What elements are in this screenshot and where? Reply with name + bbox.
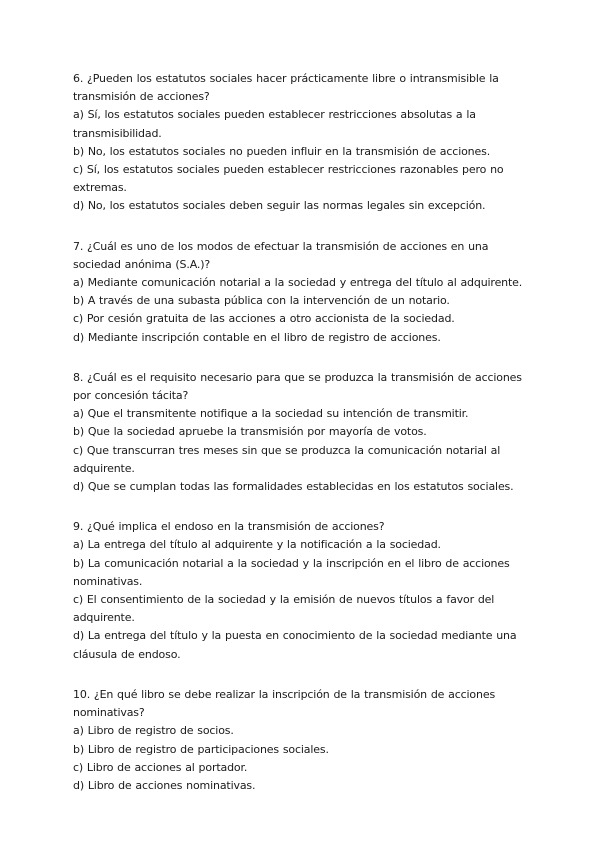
option-a: a) Sí, los estatutos sociales pueden establecer restricciones absolutas a la transmisibilidad. — [73, 108, 476, 140]
option-c: c) Sí, los estatutos sociales pueden establecer restricciones razonables pero no extremas. — [73, 163, 504, 195]
answer-options — [73, 722, 523, 795]
option-a: a) Libro de registro de socios. — [73, 724, 234, 738]
option-d: d) Mediante inscripción contable en el libro de registro de acciones. — [73, 330, 441, 344]
option-c: c) Por cesión gratuita de las acciones a otro accionista de la sociedad. — [73, 312, 455, 326]
option-c: c) Que transcurran tres meses sin que se produzca la comunicación notarial al adquirente. — [73, 443, 501, 475]
answer-options — [73, 536, 523, 663]
option-a: a) La entrega del título al adquirente y la notificación a la sociedad. — [73, 538, 441, 552]
option-d: d) La entrega del título y la puesta en conocimiento de la sociedad mediante una cláusula de endoso. — [73, 629, 517, 661]
question-text: 7. ¿Cuál es uno de los modos de efectuar la transmisión de acciones en una sociedad anónima (S.A.)? — [73, 239, 489, 271]
question-10 — [73, 686, 523, 795]
answer-options — [73, 405, 523, 496]
option-b: b) La comunicación notarial a la sociedad y la inscripción en el libro de acciones nominativas. — [73, 556, 510, 588]
answer-options — [73, 106, 523, 215]
question-7 — [73, 238, 523, 347]
option-d: d) Que se cumplan todas las formalidades establecidas en los estatutos sociales. — [73, 480, 514, 494]
option-c: c) Libro de acciones al portador. — [73, 760, 248, 774]
option-b: b) A través de una subasta pública con la intervención de un notario. — [73, 294, 450, 308]
question-text: 8. ¿Cuál es el requisito necesario para que se produzca la transmisión de acciones por concesión tácita? — [73, 370, 522, 403]
question-text: 9. ¿Qué implica el endoso en la transmisión de acciones? — [73, 520, 385, 534]
option-b: b) Que la sociedad apruebe la transmisión por mayoría de votos. — [73, 425, 427, 439]
question-text: 10. ¿En qué libro se debe realizar la inscripción de la transmisión de acciones nominativas? — [73, 687, 496, 720]
option-c: c) El consentimiento de la sociedad y la emisión de nuevos títulos a favor del adquirente. — [73, 593, 495, 625]
option-a: a) Que el transmitente notifique a la sociedad su intención de transmitir. — [73, 407, 469, 421]
answer-options — [73, 274, 523, 347]
question-list — [73, 70, 523, 817]
question-9 — [73, 518, 523, 664]
option-a: a) Mediante comunicación notarial a la sociedad y entrega del título al adquirente. — [73, 276, 523, 290]
question-6 — [73, 70, 523, 216]
option-b: b) Libro de registro de participaciones sociales. — [73, 742, 329, 756]
option-b: b) No, los estatutos sociales no pueden influir en la transmisión de acciones. — [73, 144, 491, 158]
option-d: d) Libro de acciones nominativas. — [73, 778, 256, 792]
question-text: 6. ¿Pueden los estatutos sociales hacer prácticamente libre o intransmisible la transmisión de acciones? — [73, 72, 499, 104]
option-d: d) No, los estatutos sociales deben seguir las normas legales sin excepción. — [73, 199, 486, 213]
question-8 — [73, 369, 523, 496]
